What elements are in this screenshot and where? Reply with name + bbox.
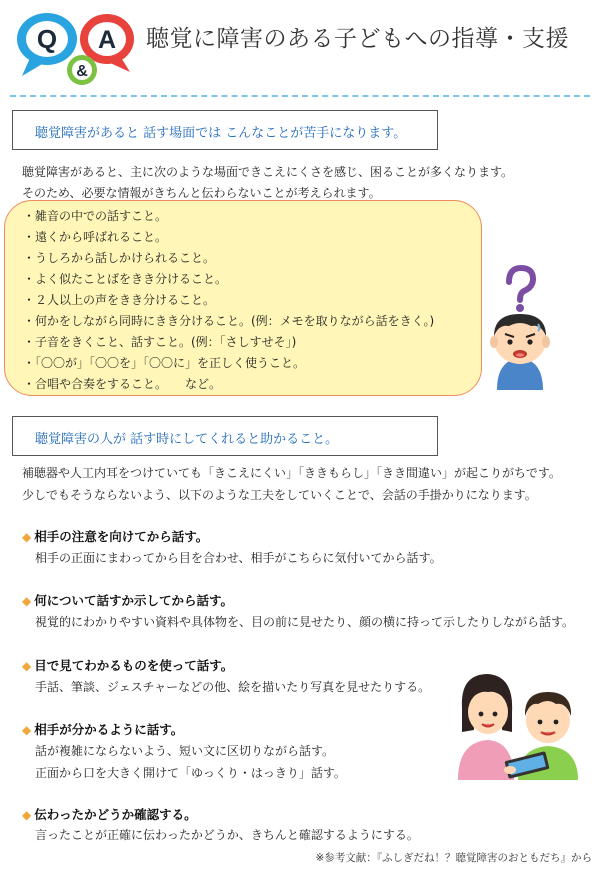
tip-body: 言ったことが正確に伝わったかどうか、きちんと確認するようにする。 bbox=[35, 828, 419, 842]
list-item: ・２人以上の声をきき分けること。 bbox=[23, 293, 216, 307]
tip-heading: ◆ 伝わったかどうか確認する。 bbox=[22, 807, 197, 822]
logo-a-letter: A bbox=[97, 26, 117, 54]
difficulty-list-box bbox=[4, 200, 482, 396]
tip-heading: ◆ 相手が分かるように話す。 bbox=[22, 722, 184, 737]
section-heading-box bbox=[12, 416, 438, 456]
title-divider bbox=[10, 95, 590, 97]
section-heading-box bbox=[12, 110, 438, 150]
two-children-tablet-illustration bbox=[452, 668, 582, 780]
tip-body: 視覚的にわかりやすい資料や具体物を、目の前に見せたり、顔の横に持って示したりしながら話す。 bbox=[35, 615, 575, 629]
intro-text: 聴覚障害があると、主に次のような場面できこえにくさを感じ、困ることが多くなります。 bbox=[22, 165, 514, 179]
diamond-bullet-icon: ◆ bbox=[22, 530, 32, 544]
list-item: ・遠くから呼ばれること。 bbox=[23, 230, 168, 244]
diamond-bullet-icon: ◆ bbox=[22, 808, 32, 822]
list-item: ・うしろから話しかけられること。 bbox=[23, 251, 216, 265]
diamond-bullet-icon: ◆ bbox=[22, 723, 32, 737]
ampersand-bubble-icon bbox=[67, 55, 97, 85]
question-mark-icon bbox=[509, 268, 533, 312]
intro-text: そのため、必要な情報がきちんと伝わらないことが考えられます。 bbox=[22, 186, 381, 200]
diamond-bullet-icon: ◆ bbox=[22, 594, 32, 608]
list-item: ・合唱や合奏をすること。 など。 bbox=[23, 377, 222, 391]
reference-note: ※参考文献：『ふしぎだね！？聴覚障害のおともだち』から bbox=[315, 852, 592, 864]
list-item: ・何かをしながら同時にきき分けること。(例：メモを取りながら話をきく。) bbox=[23, 314, 435, 328]
diamond-bullet-icon: ◆ bbox=[22, 659, 32, 673]
confused-boy-illustration bbox=[485, 262, 555, 392]
list-item: ・雑音の中での話すこと。 bbox=[23, 209, 168, 223]
section-heading: 聴覚障害の人が 話す時にしてくれると助かること。 bbox=[35, 432, 339, 447]
intro-text: 少しでもそうならないよう、以下のような工夫をしていくことで、会話の手掛かりになります。 bbox=[22, 488, 537, 502]
list-item: ・「〇〇が」「〇〇を」「〇〇に」を正しく使うこと。 bbox=[23, 356, 306, 370]
tip-heading: ◆ 相手の注意を向けてから話す。 bbox=[22, 529, 209, 544]
tip-body: 話が複雑にならないよう、短い文に区切りながら話す。 bbox=[35, 744, 335, 758]
tip-heading: ◆ 何について話すか示してから話す。 bbox=[22, 593, 233, 608]
logo-amp: & bbox=[76, 63, 88, 80]
tip-heading: ◆ 目で見てわかるものを使って話す。 bbox=[22, 658, 234, 673]
tip-body: 手話、筆談、ジェスチャーなどの他、絵を描いたり写真を見せたりする。 bbox=[35, 680, 431, 694]
list-item: ・子音をきくこと、話すこと。(例：「さしすせそ」) bbox=[23, 335, 297, 349]
tip-body: 正面から口を大きく開けて「ゆっくり・はっきり」話す。 bbox=[35, 766, 346, 780]
list-item: ・よく似たことばをきき分けること。 bbox=[23, 272, 228, 286]
section-heading: 聴覚障害があると 話す場面では こんなことが苦手になります。 bbox=[35, 126, 407, 141]
intro-text: 補聴器や人工内耳をつけていても「きこえにくい」「ききもらし」「きき間違い」が起こりがちです。 bbox=[22, 466, 561, 480]
page-title: 聴覚に障害のある子どもへの指導・支援 bbox=[146, 26, 569, 52]
tip-body: 相手の正面にまわってから目を合わせ、相手がこちらに気付いてから話す。 bbox=[35, 551, 442, 565]
qa-logo bbox=[10, 6, 136, 86]
logo-q-letter: Q bbox=[36, 24, 58, 54]
